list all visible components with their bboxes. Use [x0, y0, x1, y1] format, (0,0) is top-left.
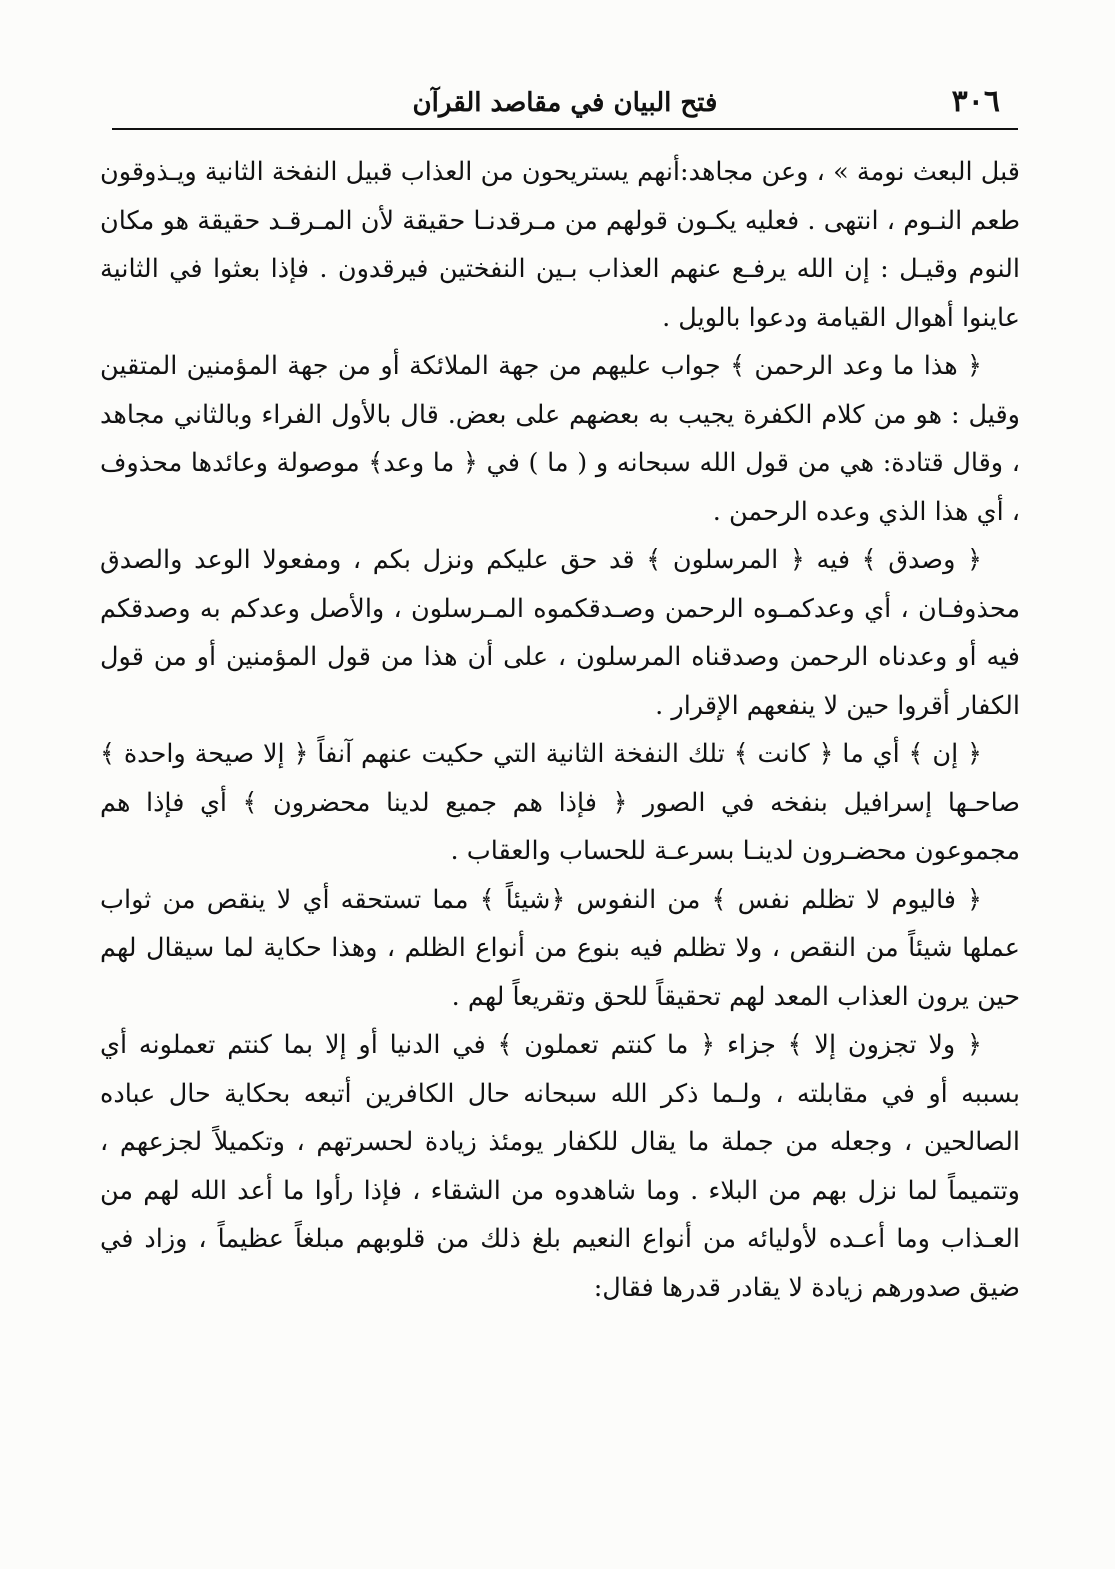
- page-header: [112, 82, 1018, 130]
- running-title: فتح البيان في مقاصد القرآن: [412, 88, 718, 118]
- paragraph: قبل البعث نومة » ، وعن مجاهد:أنهم يستريحون من العذاب قبيل النفخة الثانية ويـذوقون طعم النـوم ، انتهى . فعليه يكـون قولهم من مـرقدنـا حقيقة لأن المـرقـد حقيقة هو مكان النوم وقيـل : إن الله يرفـع عنهم العذاب بـين النفختين فيرقدون . فإذا بعثوا في الثانية عاينوا أهوال القيامة ودعوا بالويل .: [100, 157, 1020, 333]
- paragraph: ﴿ وصدق ﴾ فيه ﴿ المرسلون ﴾ قد حق عليكم ونزل بكم ، ومفعولا الوعد والصدق محذوفـان ، أي وعدكمـوه الرحمن وصـدقكموه المـرسلون ، والأصل وعدكم به وصدقكم فيه أو وعدناه الرحمن وصدقناه المرسلون ، على أن هذا من قول المؤمنين أو من قول الكفار أقروا حين لا ينفعهم الإقرار .: [100, 545, 1020, 721]
- paragraph: ﴿ ولا تجزون إلا ﴾ جزاء ﴿ ما كنتم تعملون ﴾ في الدنيا أو إلا بما كنتم تعملونه أي بسببه أو في مقابلته ، ولـما ذكر الله سبحانه حال الكافرين أتبعه بحكاية حال عباده الصالحين ، وجعله من جملة ما يقال للكفار يومئذ زيادة لحسرتهم ، وتكميلاً لجزعهم ، وتتميماً لما نزل بهم من البلاء . وما شاهدوه من الشقاء ، فإذا رأوا ما أعد الله لهم من العـذاب وما أعـده لأوليائه من أنواع النعيم بلغ ذلك من قلوبهم مبلغاً عظيماً ، وزاد في ضيق صدورهم زيادة لا يقادر قدرها فقال:: [100, 1030, 1020, 1303]
- page-number: ٣٠٦: [951, 84, 1000, 119]
- paragraph: ﴿ هذا ما وعد الرحمن ﴾ جواب عليهم من جهة الملائكة أو من جهة المؤمنين المتقين وقيل : هو من كلام الكفرة يجيب به بعضهم على بعض. قال بالأول الفراء وبالثاني مجاهد ، وقال قتادة: هي من قول الله سبحانه و ( ما ) في ﴿ ما وعد﴾ موصولة وعائدها محذوف ، أي هذا الذي وعده الرحمن .: [100, 351, 1020, 527]
- paragraph: ﴿ فاليوم لا تظلم نفس ﴾ من النفوس ﴿شيئاً ﴾ مما تستحقه أي لا ينقص من ثواب عملها شيئاً من النقص ، ولا تظلم فيه بنوع من أنواع الظلم ، وهذا حكاية لما سيقال لهم حين يرون العذاب المعد لهم تحقيقاً للحق وتقريعاً لهم .: [100, 884, 1020, 1012]
- paragraph: ﴿ إن ﴾ أي ما ﴿ كانت ﴾ تلك النفخة الثانية التي حكيت عنهم آنفاً ﴿ إلا صيحة واحدة ﴾ صاحـها إسرافيل بنفخه في الصور ﴿ فإذا هم جميع لدينا محضرون ﴾ أي فإذا هم مجموعون محضـرون لدينـا بسرعـة للحساب والعقاب .: [100, 739, 1020, 866]
- body-text: [100, 148, 1020, 1312]
